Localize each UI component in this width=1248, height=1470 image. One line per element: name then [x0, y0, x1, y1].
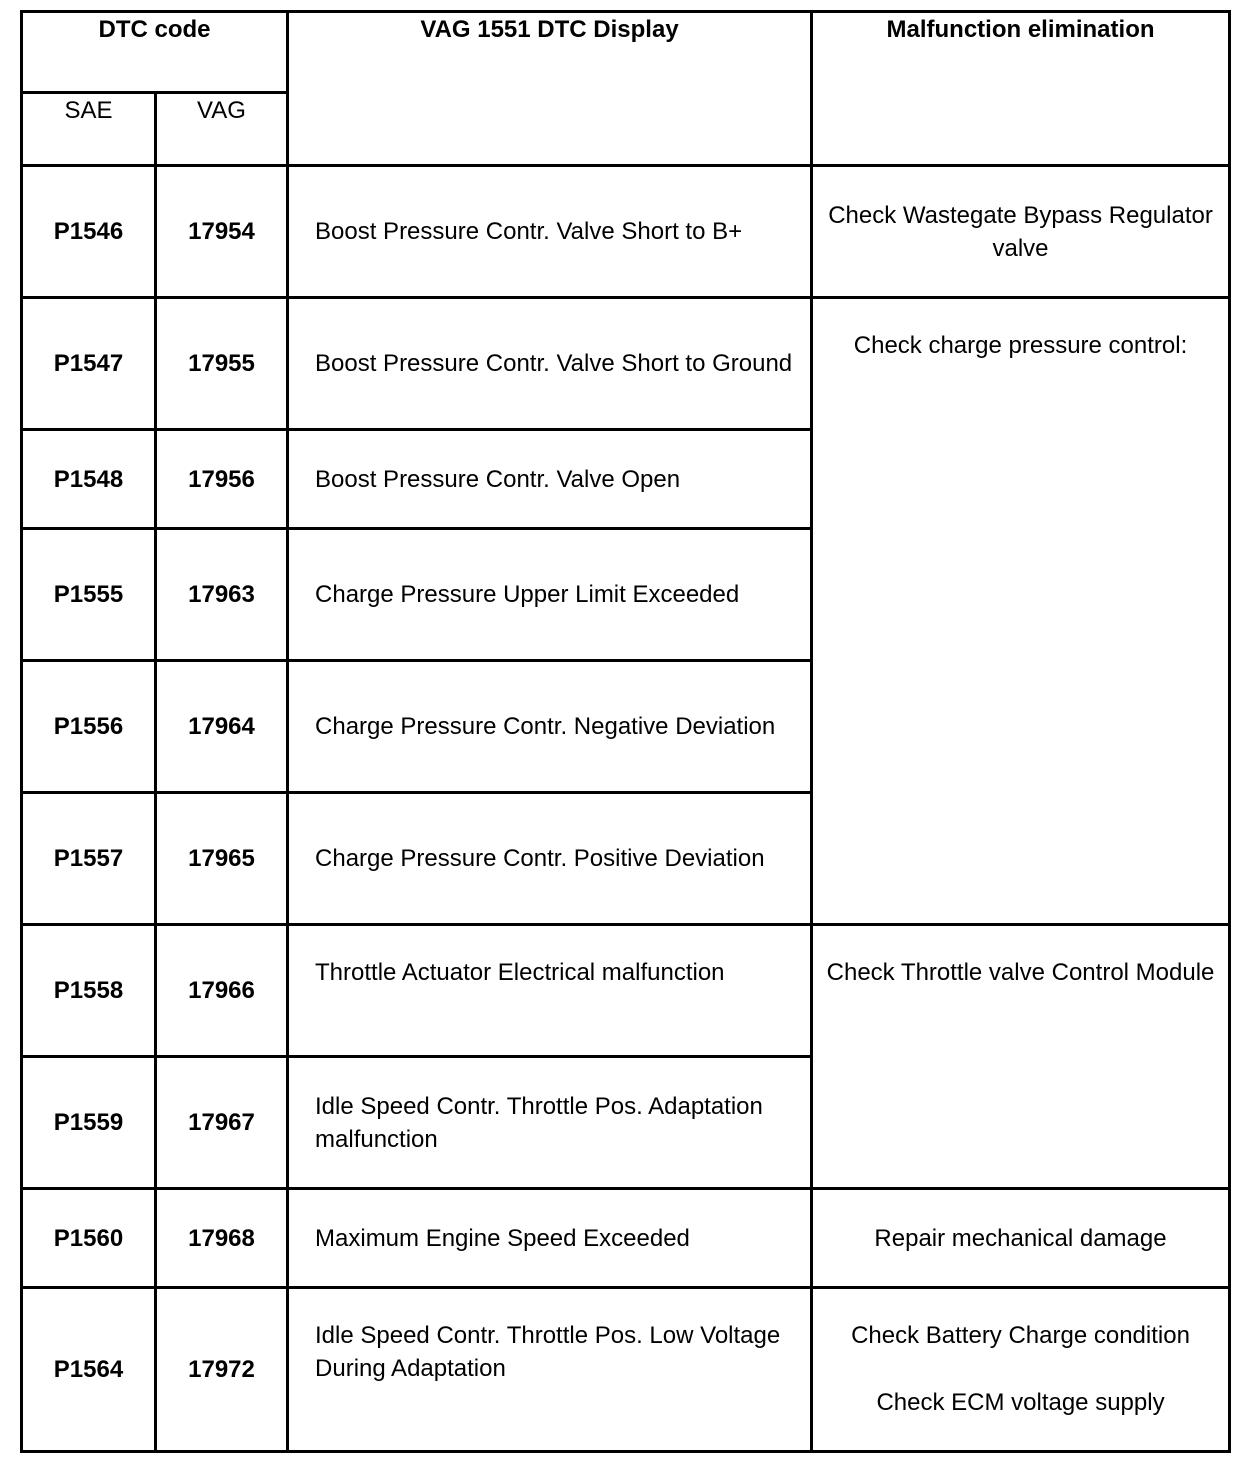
- table-row: [22, 166, 1230, 298]
- dtc-table: [20, 10, 1231, 1453]
- vag-code: 17972: [156, 1288, 288, 1452]
- dtc-display-text: Charge Pressure Contr. Positive Deviation: [288, 793, 812, 925]
- table-row: [22, 1288, 1230, 1452]
- vag-code: 17964: [156, 661, 288, 793]
- vag-code: 17965: [156, 793, 288, 925]
- vag-code: 17956: [156, 430, 288, 529]
- vag-code: 17955: [156, 298, 288, 430]
- dtc-display-text: Boost Pressure Contr. Valve Short to Ground: [288, 298, 812, 430]
- malfunction-fix: [812, 1288, 1230, 1452]
- ecm-check-text: Check ECM voltage supply: [876, 1389, 1165, 1416]
- sae-code: P1558: [22, 925, 156, 1057]
- battery-check-text: Check Battery Charge condition: [851, 1322, 1190, 1349]
- dtc-display-text: Boost Pressure Contr. Valve Short to B+: [288, 166, 812, 298]
- header-row: [22, 12, 1230, 93]
- vag-code: 17968: [156, 1189, 288, 1288]
- dtc-display-text: Idle Speed Contr. Throttle Pos. Adaptation malfunction: [288, 1057, 812, 1189]
- vag-header: VAG: [156, 93, 288, 166]
- dtc-display-text: Throttle Actuator Electrical malfunction: [288, 925, 812, 1057]
- malfunction-fix: Repair mechanical damage: [812, 1189, 1230, 1288]
- malfunction-fix: Check Throttle valve Control Module: [812, 925, 1230, 1189]
- sae-code: P1559: [22, 1057, 156, 1189]
- vag-code: 17966: [156, 925, 288, 1057]
- sae-code: P1548: [22, 430, 156, 529]
- dtc-display-text: Boost Pressure Contr. Valve Open: [288, 430, 812, 529]
- sae-code: P1564: [22, 1288, 156, 1452]
- dtc-display-text: Charge Pressure Contr. Negative Deviation: [288, 661, 812, 793]
- sae-code: P1560: [22, 1189, 156, 1288]
- malfunction-fix: Check charge pressure control:: [812, 298, 1230, 925]
- vag-code: 17954: [156, 166, 288, 298]
- display-header: VAG 1551 DTC Display: [288, 12, 812, 166]
- sae-code: P1546: [22, 166, 156, 298]
- dtc-display-text: Maximum Engine Speed Exceeded: [288, 1189, 812, 1288]
- sae-code: P1555: [22, 529, 156, 661]
- malfunction-fix: Check Wastegate Bypass Regulator valve: [812, 166, 1230, 298]
- table-row: [22, 1189, 1230, 1288]
- vag-code: 17963: [156, 529, 288, 661]
- sae-code: P1556: [22, 661, 156, 793]
- elimination-header: Malfunction elimination: [812, 12, 1230, 166]
- dtc-display-text: Charge Pressure Upper Limit Exceeded: [288, 529, 812, 661]
- table-row: [22, 298, 1230, 430]
- spacer: [825, 1352, 1216, 1386]
- dtc-display-text: Idle Speed Contr. Throttle Pos. Low Voltage During Adaptation: [288, 1288, 812, 1452]
- sae-header: SAE: [22, 93, 156, 166]
- dtc-code-header: DTC code: [22, 12, 288, 93]
- table-row: [22, 925, 1230, 1057]
- sae-code: P1557: [22, 793, 156, 925]
- sae-code: P1547: [22, 298, 156, 430]
- vag-code: 17967: [156, 1057, 288, 1189]
